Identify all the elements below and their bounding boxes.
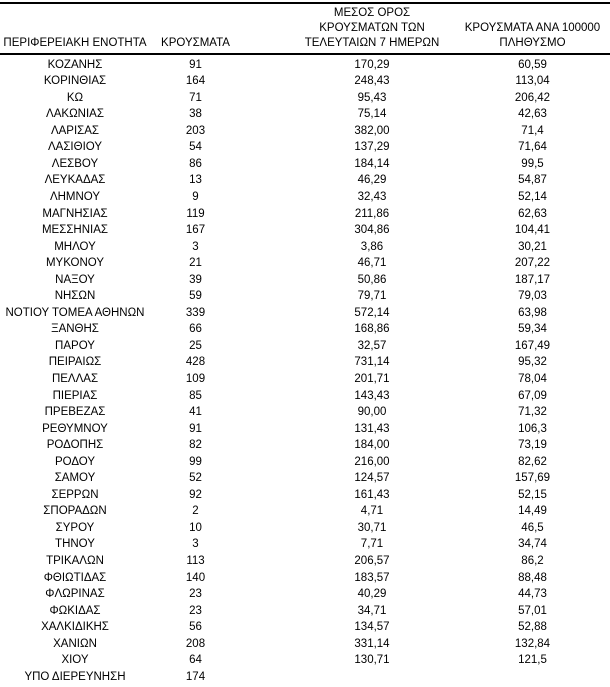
table-row (0, 73, 610, 90)
table-cell: 731,14 (354, 356, 390, 369)
table-cell: 79,03 (518, 290, 547, 303)
table-cell: 161,43 (354, 488, 390, 501)
table-row (0, 536, 610, 553)
table-cell: 56 (189, 621, 202, 634)
table-cell: 67,09 (518, 389, 547, 402)
table-cell: 78,04 (518, 373, 547, 385)
table-cell: 3 (192, 240, 199, 253)
table-cell: 157,69 (514, 472, 551, 485)
table-cell: 32,57 (357, 339, 387, 352)
table-cell: ΞΑΝΘΗΣ (51, 323, 99, 336)
table-cell: ΦΘΙΩΤΙΔΑΣ (43, 571, 107, 584)
table-cell: 46,5 (521, 521, 544, 534)
table-cell: 208 (185, 637, 206, 650)
table-cell: ΠΑΡΟΥ (55, 339, 95, 352)
table-cell: 85 (189, 389, 202, 402)
table-row (0, 139, 610, 156)
table-cell: ΧΑΛΚΙΔΙΚΗΣ (41, 621, 109, 634)
table-cell: 21 (189, 257, 202, 270)
table-row (0, 388, 610, 405)
table-cell: 14,49 (518, 505, 547, 518)
table-row (0, 123, 610, 140)
table-cell: ΣΠΟΡΑΔΩΝ (43, 505, 107, 518)
table-cell: 206,57 (354, 555, 390, 568)
table-row (0, 520, 610, 537)
table-cell: ΤΡΙΚΑΛΩΝ (46, 555, 104, 568)
header-cell-avg-7day-line1: ΜΕΣΟΣ ΟΡΟΣ (333, 7, 411, 19)
header-cell-per-100000-line2: ΠΛΗΘΥΣΜΟ (499, 37, 566, 50)
table-cell: ΧΑΝΙΩΝ (53, 637, 97, 650)
table-cell: ΚΩ (66, 91, 84, 104)
table-cell: ΠΙΕΡΙΑΣ (52, 389, 98, 402)
header-cell-per-100000 (455, 21, 610, 51)
table-cell: ΤΗΝΟΥ (55, 538, 95, 551)
table-cell: 95,43 (357, 91, 387, 104)
table-cell: ΜΥΚΟΝΟΥ (45, 257, 105, 270)
table-row (0, 255, 610, 272)
table-cell: 50,86 (357, 273, 387, 286)
table-cell: 52,15 (518, 488, 547, 501)
table-cell: ΝΗΣΩΝ (54, 290, 96, 303)
table-cell: 86,2 (521, 555, 544, 568)
table-cell: 134,57 (354, 621, 390, 634)
table-cell: 339 (185, 306, 206, 319)
table-row (0, 437, 610, 454)
table-cell: 82,62 (518, 455, 547, 468)
table-cell: 248,43 (354, 75, 390, 88)
table-cell: ΣΑΜΟΥ (54, 472, 96, 485)
table-cell: 184,14 (354, 157, 390, 170)
table-cell: 54 (189, 141, 202, 154)
table-body (0, 55, 610, 686)
table-cell: 572,14 (354, 306, 390, 319)
table-cell: 167 (185, 224, 206, 237)
table-cell: ΚΟΡΙΝΘΙΑΣ (43, 75, 107, 88)
header-cell-avg-7day-line2: ΚΡΟΥΣΜΑΤΩΝ ΤΩΝ (319, 22, 425, 35)
table-row (0, 404, 610, 421)
table-header (0, 2, 610, 55)
table-cell: 46,71 (357, 257, 387, 270)
table-row (0, 206, 610, 223)
table-cell: 79,71 (357, 290, 387, 303)
table-cell: ΠΕΙΡΑΙΩΣ (48, 356, 102, 369)
table-cell: 59,34 (518, 323, 547, 336)
table-cell: 34,74 (518, 538, 547, 551)
table-cell: 109 (185, 373, 206, 385)
table-cell: ΡΕΘΥΜΝΟΥ (42, 422, 108, 435)
table-cell: 88,48 (518, 571, 547, 584)
table-cell: 46,29 (357, 174, 387, 187)
table-cell: 131,43 (354, 422, 390, 435)
table-cell: ΣΥΡΟΥ (55, 521, 95, 534)
table-row (0, 321, 610, 338)
table-cell: 60,59 (518, 58, 547, 71)
table-cell: 64 (189, 654, 202, 667)
table-cell: 62,63 (518, 207, 547, 220)
table-row (0, 371, 610, 388)
table-cell: 168,86 (354, 323, 390, 336)
table-row (0, 305, 610, 322)
table-cell: ΛΑΡΙΣΑΣ (50, 124, 100, 137)
table-row (0, 570, 610, 587)
table-cell: 54,87 (518, 174, 547, 187)
table-row (0, 156, 610, 173)
table-cell: 9 (192, 190, 199, 203)
table-row (0, 222, 610, 239)
header-cell-avg-7day-line3: ΤΕΛΕΥΤΑΙΩΝ 7 ΗΜΕΡΩΝ (304, 37, 440, 50)
table-cell: ΝΑΞΟΥ (55, 273, 95, 286)
table-row (0, 106, 610, 123)
table-cell: ΜΗΛΟΥ (54, 240, 96, 253)
table-cell: 382,00 (354, 124, 390, 137)
table-cell: ΜΕΣΣΗΝΙΑΣ (41, 224, 109, 237)
table-cell: ΧΙΟΥ (61, 654, 89, 667)
table-cell: 30,21 (518, 240, 547, 253)
table-cell: ΠΕΛΛΑΣ (51, 373, 99, 385)
table-row (0, 172, 610, 189)
table-row (0, 652, 610, 669)
table-row (0, 603, 610, 620)
table-cell: ΡΟΔΟΠΗΣ (46, 439, 104, 452)
table-cell: 104,41 (514, 224, 551, 237)
table-cell: 121,5 (518, 654, 547, 667)
table-row (0, 487, 610, 504)
table-cell: 59 (189, 290, 202, 303)
table-row (0, 586, 610, 603)
table-cell: 13 (189, 174, 202, 187)
header-cell-avg-7day (255, 6, 455, 52)
table-cell: ΡΟΔΟΥ (54, 455, 96, 468)
table-cell: 63,98 (518, 306, 547, 319)
table-row (0, 470, 610, 487)
table-cell: ΦΛΩΡΙΝΑΣ (45, 588, 105, 601)
table-row (0, 636, 610, 653)
table-cell: 113 (186, 555, 205, 568)
table-cell: 91 (189, 58, 202, 71)
table-cell: 201,71 (354, 373, 390, 385)
header-cell-regional-unit: ΠΕΡΙΦΕΡΕΙΑΚΗ ΕΝΟΤΗΤΑ (3, 37, 147, 50)
table-cell: 71,64 (518, 141, 547, 154)
table-cell: 41 (189, 406, 202, 419)
table-cell: 39 (189, 273, 202, 286)
table-cell: 32,43 (357, 190, 387, 203)
table-cell: 113,04 (515, 75, 550, 88)
table-row (0, 90, 610, 107)
table-cell: 184,00 (354, 439, 390, 452)
table-cell: 75,14 (357, 108, 387, 121)
table-cell: ΛΑΣΙΘΙΟΥ (47, 141, 103, 154)
table-cell: 91 (189, 422, 202, 435)
table-cell: ΜΑΓΝΗΣΙΑΣ (42, 207, 108, 220)
table-cell: 164 (185, 75, 206, 88)
table-cell: ΥΠΟ ΔΙΕΡΕΥΝΗΣΗ (24, 670, 126, 683)
table-cell: 3,86 (360, 240, 384, 253)
table-row (0, 354, 610, 371)
table-cell: 304,86 (354, 224, 390, 237)
table-cell: ΛΕΣΒΟΥ (51, 157, 99, 170)
table-cell: 187,17 (514, 273, 551, 286)
table-cell: 140 (185, 571, 206, 584)
table-row (0, 338, 610, 355)
table-cell: 71 (189, 91, 202, 104)
table-cell: 119 (186, 207, 205, 220)
table-row (0, 288, 610, 305)
table-row (0, 553, 610, 570)
table-cell: 206,42 (514, 91, 551, 104)
table-cell: 3 (192, 538, 199, 551)
table-cell: 73,19 (518, 439, 547, 452)
table-cell: 23 (189, 588, 202, 601)
table-cell: 66 (189, 323, 202, 336)
table-cell: 99,5 (521, 157, 544, 170)
table-cell: 52 (189, 472, 202, 485)
table-cell: 216,00 (354, 455, 390, 468)
table-row (0, 619, 610, 636)
table-cell: 90,00 (357, 406, 387, 419)
table-cell: 40,29 (357, 588, 387, 601)
table-cell: 10 (189, 521, 202, 534)
table-cell: 428 (185, 356, 206, 369)
table-cell: 52,14 (518, 190, 547, 203)
table-cell: 38 (189, 108, 202, 121)
table-cell: 71,32 (518, 406, 547, 419)
table-cell: ΣΕΡΡΩΝ (51, 488, 99, 501)
table-cell: 82 (189, 439, 202, 452)
table-cell: 331,14 (354, 637, 390, 650)
table-row (0, 189, 610, 206)
table-cell: 106,3 (518, 422, 547, 435)
table-cell: 23 (189, 604, 202, 617)
table-cell: 170,29 (354, 58, 390, 71)
table-cell: 44,73 (518, 588, 547, 601)
table-cell: 92 (189, 488, 202, 501)
table-cell: 174 (185, 670, 206, 683)
table-cell: 130,71 (354, 654, 390, 667)
table-cell: 95,32 (518, 356, 547, 369)
table-cell: 207,22 (514, 257, 551, 270)
table-cell: 25 (189, 339, 202, 352)
table-cell: 167,49 (514, 339, 551, 352)
table-row (0, 503, 610, 520)
table-cell: 203 (185, 124, 206, 137)
header-cell-per-100000-line1: ΚΡΟΥΣΜΑΤΑ ΑΝΑ 100000 (464, 22, 601, 35)
table-cell: 71,4 (521, 124, 544, 137)
header-cell-cases: ΚΡΟΥΣΜΑΤΑ (161, 37, 230, 50)
table-cell: 42,63 (518, 108, 547, 121)
table-cell: 137,29 (354, 141, 390, 154)
table-row (0, 421, 610, 438)
table-cell: ΦΩΚΙΔΑΣ (49, 604, 101, 617)
table-cell: 183,57 (354, 571, 390, 584)
table-cell: 132,84 (514, 637, 551, 650)
table-cell: ΛΗΜΝΟΥ (49, 190, 101, 203)
table-row (0, 454, 610, 471)
table-cell: 57,01 (518, 604, 547, 617)
table-cell: ΠΡΕΒΕΖΑΣ (44, 406, 106, 419)
table-row (0, 239, 610, 256)
table-cell: 86 (189, 157, 202, 170)
table-cell: ΝΟΤΙΟΥ ΤΟΜΕΑ ΑΘΗΝΩΝ (5, 306, 145, 319)
table-cell: 99 (189, 455, 202, 468)
table-cell: 2 (192, 505, 199, 518)
table-row (0, 272, 610, 289)
table-row (0, 669, 610, 686)
table-cell: 30,71 (357, 521, 387, 534)
table-cell: 34,71 (357, 604, 387, 617)
table-cell: 211,86 (354, 207, 390, 220)
table-cell: 4,71 (360, 505, 384, 518)
table-cell: 7,71 (360, 538, 384, 551)
table-cell: 52,88 (518, 621, 547, 634)
table-cell: 143,43 (354, 389, 390, 402)
table-cell: ΚΟΖΑΝΗΣ (47, 58, 103, 71)
table-cell: ΛΑΚΩΝΙΑΣ (46, 108, 104, 121)
table-cell: ΛΕΥΚΑΔΑΣ (44, 174, 106, 187)
table-row (0, 57, 610, 74)
table-cell: 124,57 (354, 472, 390, 485)
